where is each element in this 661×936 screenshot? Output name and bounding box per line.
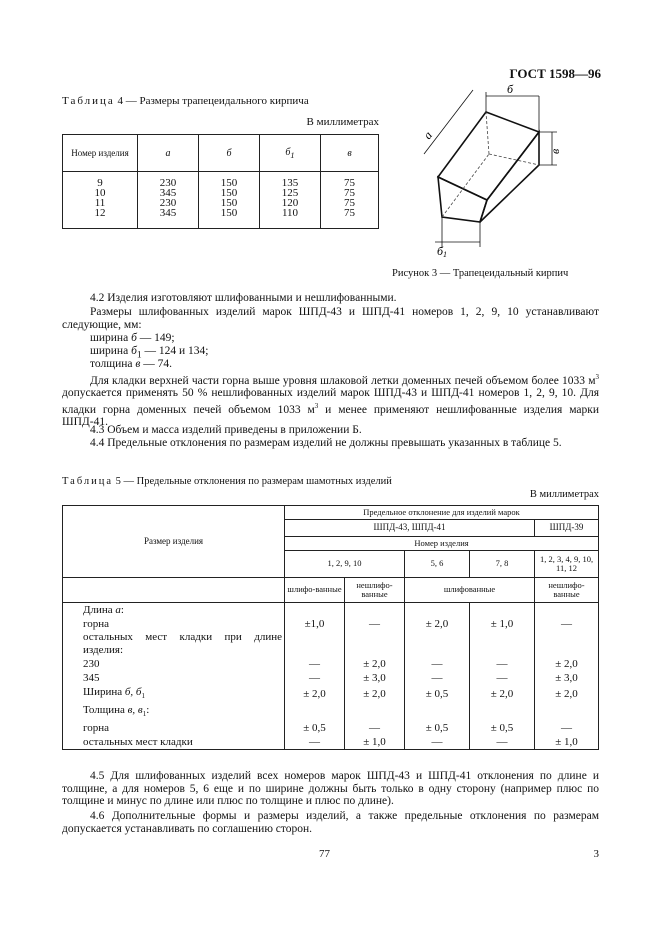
table5-cell: —: [405, 735, 470, 750]
paragraph-kladka: Для кладки верхней части горна выше уровня шлаковой летки доменных печей объемом более 1033 $м^3$ допускается применять 50 % нешлифованных изделий марок ШПД-43 и ШПД-41 номеров 1, 2, 9, 10. Для кладки горна доменных печей объемом 1033 $м^3$ и менее применяют нешлифованные изделия марки ШПД-41.: [62, 373, 599, 429]
table5-cell: [345, 603, 405, 618]
paragraph-4-5: 4.5 Для шлифованных изделий всех номеров марок ШПД-43 и ШПД-41 отклонения по длине и толщине, а для номеров 5, 6 еще и по ширине должны быть только в одну сторону (например плюс по толщине и минус по длине или плюс по толщине и плюс по длине).: [62, 770, 599, 807]
table5-cell: ± 2,0: [535, 685, 599, 703]
table5-cell: ± 3,0: [535, 671, 599, 685]
table5-title: [62, 476, 392, 487]
table5-cell: —: [285, 671, 345, 685]
dim-label-b1: б1: [437, 244, 448, 259]
table5-row-label: остальных мест кладки: [63, 735, 285, 750]
dim-label-b: б: [507, 82, 514, 96]
paragraph-4-3: 4.3 Объем и масса изделий приведены в приложении Б.: [90, 424, 362, 436]
table-row: [63, 721, 599, 735]
table5-cell: [535, 703, 599, 721]
table5-row-label: остальных мест кладки при длине изделия:: [63, 631, 285, 657]
paragraph-4-2: 4.2 Изделия изготовляют шлифованными и нешлифованными.: [90, 292, 397, 304]
table5-cell: ± 3,0: [345, 671, 405, 685]
table-row: [63, 735, 599, 750]
table5-cell: —: [285, 657, 345, 671]
table5-cell: [285, 631, 345, 657]
width-b: ширина б — 149;: [90, 332, 175, 344]
table5-label: Таблица: [62, 476, 114, 487]
table5-cell: —: [285, 735, 345, 750]
table5-header-brand-2: ШПД-39: [535, 520, 599, 537]
table5-cell: ± 2,0: [470, 685, 535, 703]
table5-cell: —: [470, 671, 535, 685]
table5-cell: —: [345, 721, 405, 735]
table5-header-n4: 1, 2, 3, 4, 9, 10, 11, 12: [535, 551, 599, 578]
table5-cell: ± 2,0: [285, 685, 345, 703]
table4-header-number: Номер изделия: [63, 135, 138, 172]
table5-cell: —: [345, 617, 405, 631]
table5-cell: [285, 703, 345, 721]
table4-col-v: 75 75 75 75: [321, 172, 379, 229]
table5-header-n2: 5, 6: [405, 551, 470, 578]
table5-units: В миллиметрах: [529, 489, 599, 500]
table5-row-label: горна: [63, 617, 285, 631]
table5-cell: ± 0,5: [285, 721, 345, 735]
brick-top-face: [438, 112, 539, 200]
table5-cell: ±1,0: [285, 617, 345, 631]
table5-header-size: Размер изделия: [63, 506, 285, 578]
table5-row-subscript: 1: [142, 710, 147, 719]
table5-cell: [535, 603, 599, 618]
table5-cell: ± 0,5: [405, 685, 470, 703]
table5-cell: —: [405, 657, 470, 671]
table5-row-label: Толщина в, $в_1$:: [63, 703, 285, 721]
table5-row-variable: б, б: [124, 686, 142, 698]
table5-cell: [470, 703, 535, 721]
table5-cell: ± 0,5: [405, 721, 470, 735]
table5-cell: [470, 603, 535, 618]
table-row: [63, 657, 599, 671]
table5-cell: [345, 703, 405, 721]
table5-row-label: Ширина б, $б_1$: [63, 685, 285, 703]
width-b1: ширина $б_1$ — 124 и 134;: [90, 345, 209, 361]
table5-cell: ± 0,5: [470, 721, 535, 735]
table5-cell: —: [470, 735, 535, 750]
table4-title-text: 4 — Размеры трапецеидального кирпича: [117, 95, 309, 107]
table5-cell: ± 1,0: [345, 735, 405, 750]
table5-row-variable: а: [115, 604, 121, 616]
table5-header-ground: шлифо-ванные: [285, 578, 345, 603]
table4-col-b: 150 150 150 150: [199, 172, 260, 229]
table-row: [63, 172, 379, 229]
table5-row-label: Длина а:: [63, 603, 285, 618]
table4-header-v: в: [321, 135, 379, 172]
table5-title-text: 5 — Предельные отклонения по размерам шамотных изделий: [115, 476, 392, 487]
table5-cell: [285, 603, 345, 618]
table5-cell: [405, 603, 470, 618]
table5-cell: ± 2,0: [345, 657, 405, 671]
table5-header-unground: нешлифо-ванные: [345, 578, 405, 603]
table4: [62, 134, 379, 229]
table4-title: [62, 95, 309, 107]
table5-header-n1: 1, 2, 9, 10: [285, 551, 405, 578]
brick-drawing: [415, 82, 595, 262]
table5-header-unground-2: нешлифо-ванные: [535, 578, 599, 603]
table4-col-a: 230 345 230 345: [138, 172, 199, 229]
table-row: [63, 603, 599, 618]
table-row: [63, 631, 599, 657]
table4-units: В миллиметрах: [306, 116, 379, 128]
table5-cell: ± 1,0: [470, 617, 535, 631]
table5-cell: ± 2,0: [405, 617, 470, 631]
table5-cell: —: [405, 671, 470, 685]
table5-cell: [470, 631, 535, 657]
page-number-center: 77: [319, 848, 330, 860]
table5-header-deviation: Предельное отклонение для изделий марок: [285, 506, 599, 520]
table-row: [63, 703, 599, 721]
table5-row-label: 345: [63, 671, 285, 685]
table5-header-number: Номер изделия: [285, 537, 599, 551]
figure-caption: Рисунок 3 — Трапецеидальный кирпич: [392, 268, 569, 279]
table4-header-a: а: [138, 135, 199, 172]
thickness-v: толщина в — 74.: [90, 358, 172, 370]
table-row: [63, 617, 599, 631]
table5-cell: ± 1,0: [535, 735, 599, 750]
paragraph-4-2-sizes: Размеры шлифованных изделий марок ШПД-43 и ШПД-41 номеров 1, 2, 9, 10 устанавливают следующие, мм:: [62, 306, 599, 331]
table4-header-b1: $б_1$: [260, 135, 321, 172]
table5-cell: —: [535, 617, 599, 631]
table5-cell: [345, 631, 405, 657]
brick-side-face: [480, 132, 539, 222]
table5-header-ground-2: шлифованные: [405, 578, 535, 603]
table5-cell: ± 2,0: [345, 685, 405, 703]
table4-col-number: 9 10 11 12: [63, 172, 138, 229]
table5-cell: —: [535, 721, 599, 735]
table5-cell: [405, 631, 470, 657]
brick-front-face: [438, 177, 487, 222]
paragraph-4-4: 4.4 Предельные отклонения по размерам изделий не должны превышать указанных в таблице 5.: [90, 437, 562, 449]
table-row: [63, 671, 599, 685]
table5-header-brand-1: ШПД-43, ШПД-41: [285, 520, 535, 537]
table4-header-b: б: [199, 135, 260, 172]
document-code: ГОСТ 1598—96: [509, 66, 601, 81]
table5: [62, 505, 599, 750]
table5-cell: [535, 631, 599, 657]
table4-label: Таблица: [62, 95, 115, 107]
table5-cell: ± 2,0: [535, 657, 599, 671]
dim-label-v: в: [548, 148, 562, 154]
page-number-right: 3: [593, 848, 599, 860]
table4-col-b1: 135 125 120 110: [260, 172, 321, 229]
table5-row-label: 230: [63, 657, 285, 671]
table5-row-subscript: 1: [141, 692, 145, 701]
paragraph-4-6: 4.6 Дополнительные формы и размеры изделий, а также предельные отклонения по размерам допускается устанавливать по соглашению сторон.: [62, 810, 599, 835]
table5-cell: [405, 703, 470, 721]
table5-header-n3: 7, 8: [470, 551, 535, 578]
table-row: [63, 685, 599, 703]
table5-row-variable: в, в: [127, 704, 143, 717]
table5-row-label: горна: [63, 721, 285, 735]
dim-label-a: а: [420, 128, 436, 142]
table5-cell: —: [470, 657, 535, 671]
